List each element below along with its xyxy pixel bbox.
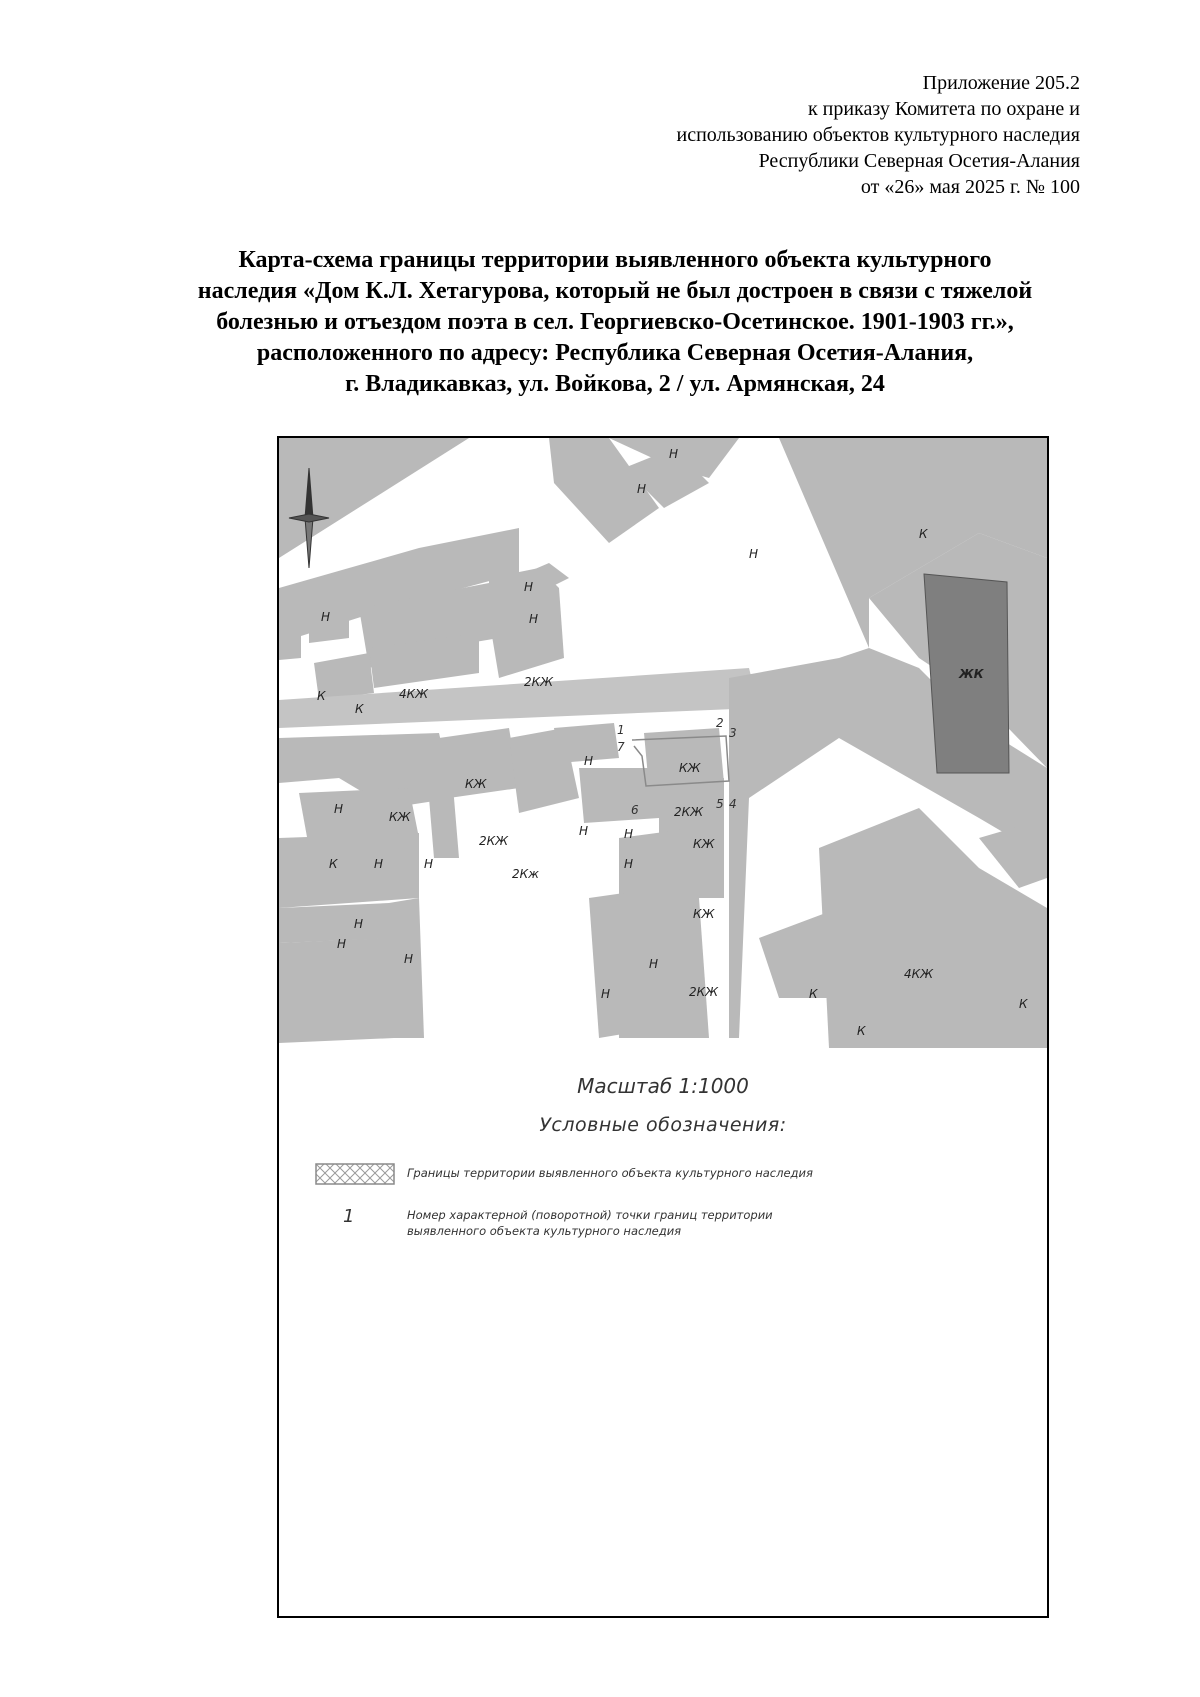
map-label: Н <box>749 547 759 561</box>
site-map <box>279 438 1047 1052</box>
map-label: 2КЖ <box>674 805 704 819</box>
boundary-hatch-symbol <box>315 1163 395 1185</box>
map-label: 2Кж <box>512 867 539 881</box>
document-title <box>120 245 1110 400</box>
map-label: Н <box>601 987 611 1001</box>
title-line: расположенного по адресу: Республика Северная Осетия-Алания, <box>256 340 974 366</box>
title-line: Карта-схема границы территории выявленного объекта культурного <box>238 247 992 273</box>
map-label: ЖК <box>959 667 984 681</box>
map-label: К <box>317 689 326 703</box>
map-label: Н <box>579 824 589 838</box>
map-label: Н <box>624 827 634 841</box>
building <box>429 798 459 858</box>
map-label: Н <box>404 952 414 966</box>
map-label: КЖ <box>465 777 487 791</box>
map-label: КЖ <box>693 907 715 921</box>
title-line: наследия «Дом К.Л. Хетагурова, который не был достроен в связи с тяжелой <box>197 278 1033 304</box>
legend-title: Условные обозначения: <box>539 1114 787 1136</box>
map-label: К <box>1019 997 1028 1011</box>
appendix-line: использованию объектов культурного наследия <box>676 124 1080 146</box>
map-label: К <box>919 527 928 541</box>
building <box>279 618 301 660</box>
appendix-line: к приказу Комитета по охране и <box>807 98 1080 120</box>
map-label: Н <box>354 917 364 931</box>
map-label: 2КЖ <box>479 834 509 848</box>
map-label: Н <box>649 957 659 971</box>
map-scale: Масштаб 1:1000 <box>577 1074 749 1098</box>
map-label: К <box>329 857 338 871</box>
map-label: К <box>355 702 364 716</box>
title-line: болезнью и отъездом поэта в сел. Георгиевско-Осетинское. 1901-1903 гг.», <box>216 309 1014 335</box>
map-label: КЖ <box>679 761 701 775</box>
buildings-layer <box>279 438 1047 1048</box>
boundary-point-label: 3 <box>729 726 737 740</box>
map-label: Н <box>424 857 434 871</box>
map-label: Н <box>334 802 344 816</box>
building <box>389 898 424 1038</box>
legend-point-symbol: 1 <box>343 1206 355 1227</box>
map-label: КЖ <box>693 837 715 851</box>
map-label: КЖ <box>389 810 411 824</box>
map-label: 2КЖ <box>524 675 554 689</box>
appendix-header <box>677 70 1081 200</box>
map-label: Н <box>529 612 539 626</box>
legend-point-text-1: Номер характерной (поворотной) точки границ территории <box>407 1208 773 1222</box>
map-label: К <box>809 987 818 1001</box>
building <box>279 938 394 1043</box>
map-label: Н <box>321 610 331 624</box>
map-label: Н <box>584 754 594 768</box>
boundary-point-label: 5 <box>716 797 724 811</box>
appendix-line: Республики Северная Осетия-Алания <box>758 150 1080 172</box>
map-label: Н <box>624 857 634 871</box>
appendix-line: от «26» мая 2025 г. № 100 <box>860 176 1080 198</box>
legend-point-text-2: выявленного объекта культурного наследия <box>407 1224 682 1238</box>
map-label: Н <box>337 937 347 951</box>
title-line: г. Владикавказ, ул. Войкова, 2 / ул. Армянская, 24 <box>345 371 885 397</box>
map-label: Н <box>374 857 384 871</box>
map-label: 4КЖ <box>399 687 429 701</box>
map-label: Н <box>669 447 679 461</box>
map-label: Н <box>524 580 534 594</box>
boundary-point-label: 6 <box>631 803 639 817</box>
map-label: К <box>857 1024 866 1038</box>
appendix-line: Приложение 205.2 <box>922 72 1080 94</box>
map-frame <box>277 436 1049 1618</box>
boundary-point-label: 4 <box>729 797 737 811</box>
building <box>279 833 419 908</box>
boundary-point-label: 7 <box>617 740 625 754</box>
legend-boundary-text: Границы территории выявленного объекта культурного наследия <box>407 1166 813 1180</box>
map-label: 4КЖ <box>904 967 934 981</box>
boundary-point-label: 2 <box>716 716 724 730</box>
map-label: Н <box>637 482 647 496</box>
building <box>589 893 629 1038</box>
boundary-point-label: 1 <box>617 723 625 737</box>
map-label: 2КЖ <box>689 985 719 999</box>
